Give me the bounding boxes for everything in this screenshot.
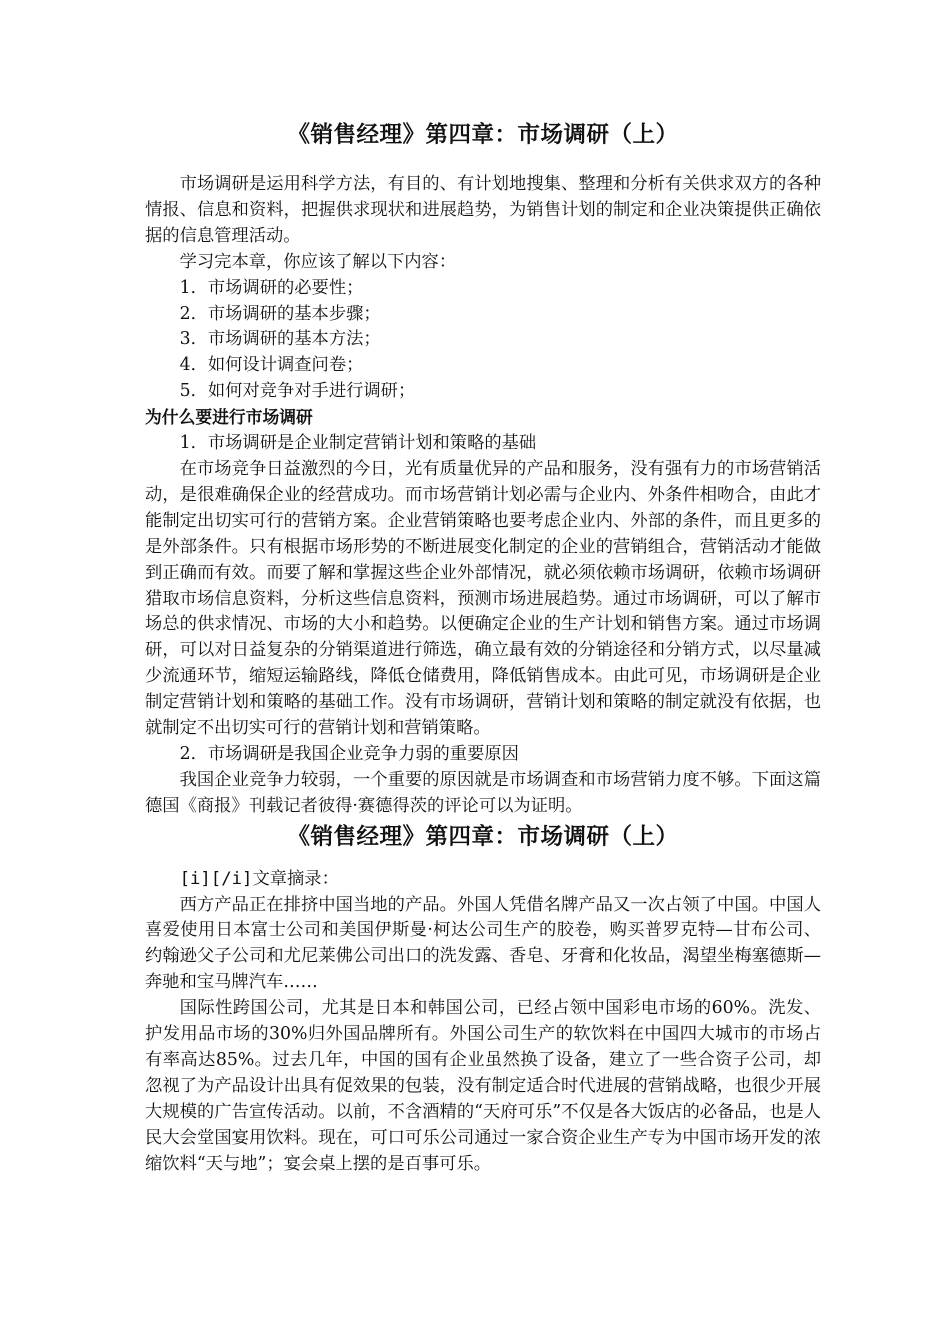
point1-body: 在市场竞争日益激烈的今日，光有质量优异的产品和服务，没有强有力的市场营销活动，是很难确保企业的经营成功。而市场营销计划必需与企业内、外条件相吻合，由此才能制定出切实可行的营销方案。企业营销策略也要考虑企业内、外部的条件，而且更多的是外部条件。只有根据市场形势的不断进展变化制定的企业的营销组合，营销活动才能做到正确而有效。而要了解和掌握这些企业外部情况，就必须依赖市场调研，依赖市场调研猎取市场信息资料，分析这些信息资料，预测市场进展趋势。通过市场调研，可以了解市场总的供求情况、市场的大小和趋势。以便确定企业的生产计划和销售方案。通过市场调研，可以对日益复杂的分销渠道进行筛选，确立最有效的分销途径和分销方式，以尽量减少流通环节，缩短运输路线，降低仓储费用，降低销售成本。由此可见，市场调研是企业制定营销计划和策略的基础工作。没有市场调研，营销计划和策略的制定就没有依据，也就制定不出切实可行的营销计划和营销策略。 xyxy=(145,458,821,739)
document-page xyxy=(145,118,821,1178)
objectives-list xyxy=(145,276,821,406)
excerpt-label-line xyxy=(145,867,821,893)
excerpt-paragraph-1: 西方产品正在排挤中国当地的产品。外国人凭借名牌产品又一次占领了中国。中国人喜爱使用日本富士公司和美国伊斯曼·柯达公司生产的胶卷，购买普罗克特—甘布公司、约翰逊父子公司和尤尼莱佛公司出口的洗发露、香皂、牙膏和化妆品，渴望坐梅塞德斯—奔驰和宝马牌汽车…… xyxy=(145,894,821,993)
list-item: 4．如何设计调查问卷； xyxy=(179,355,364,376)
excerpt-paragraph-2: 国际性跨国公司，尤其是日本和韩国公司，已经占领中国彩电市场的60%。洗发、护发用品市场的30%归外国品牌所有。外国公司生产的软饮料在中国四大城市的市场占有率高达85%。过去几年，中国的国有企业虽然换了设备，建立了一些合资子公司，却忽视了为产品设计出具有促效果的包装，没有制定适合时代进展的营销战略，也很少开展大规模的广告宣传活动。以前，不含酒精的“天府可乐”不仅是各大饭店的必备品，也是人民大会堂国宴用饮料。现在，可口可乐公司通过一家合资企业生产专为中国市场开发的浓缩饮料“天与地”；宴会桌上摆的是百事可乐。 xyxy=(145,998,821,1174)
list-item: 3．市场调研的基本方法； xyxy=(179,329,381,350)
list-item: 2．市场调研的基本步骤； xyxy=(179,303,381,324)
page-title: 《销售经理》第四章：市场调研（上） xyxy=(287,122,679,148)
section-heading: 为什么要进行市场调研 xyxy=(145,407,313,428)
markup-tag: [i][/i] xyxy=(179,868,253,889)
point1-title: 1．市场调研是企业制定营销计划和策略的基础 xyxy=(179,433,537,454)
repeated-title: 《销售经理》第四章：市场调研（上） xyxy=(287,823,679,850)
excerpt-label: 文章摘录： xyxy=(252,868,339,889)
list-item: 1．市场调研的必要性； xyxy=(179,277,364,298)
point2-body: 我国企业竞争力较弱，一个重要的原因就是市场调查和市场营销力度不够。下面这篇德国《商报》刊载记者彼得·赛德得茨的评论可以为证明。 xyxy=(145,769,821,816)
intro-paragraph: 市场调研是运用科学方法，有目的、有计划地搜集、整理和分析有关供求双方的各种情报、信息和资料，把握供求现状和进展趋势，为销售计划的制定和企业决策提供正确依据的信息管理活动。 xyxy=(145,174,821,246)
list-item: 5．如何对竞争对手进行调研； xyxy=(179,381,416,402)
point2-title: 2．市场调研是我国企业竞争力弱的重要原因 xyxy=(179,743,519,764)
learn-lead: 学习完本章，你应该了解以下内容： xyxy=(179,251,457,272)
